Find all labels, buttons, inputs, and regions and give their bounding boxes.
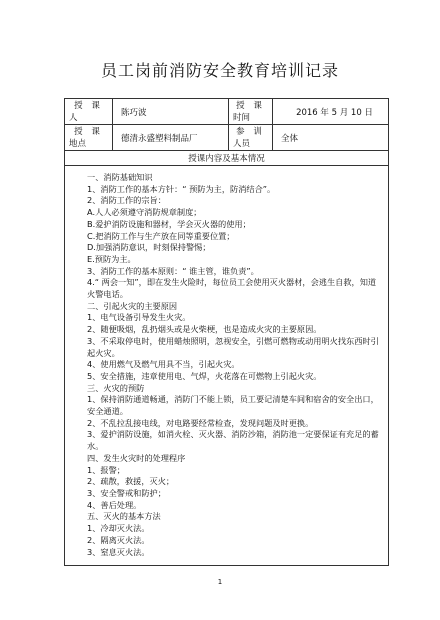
content-line: 3、不采取停电时，使用蜡烛照明，忽视安全，引燃可燃物或动用明火找东西时引起火灾。 xyxy=(87,335,379,358)
content-line: 2、随便吸烟，乱扔烟头或是火柴梗，也是造成火灾的主要原因。 xyxy=(87,324,322,335)
content-line: 3、窒息灭火法。 xyxy=(87,546,150,557)
content-line: E.预防为主。 xyxy=(87,253,136,264)
content-line: 4、善后处理。 xyxy=(87,499,142,510)
time-label-line-2: 时间 xyxy=(233,112,251,123)
page-title: 员工岗前消防安全教育培训记录 xyxy=(100,61,339,80)
content-line: B.爱护消防设施和器材，学会灭火器的使用； xyxy=(87,218,251,229)
participants-label-line-2: 人员 xyxy=(233,138,251,149)
content-line: 2、隔离灭火法。 xyxy=(87,534,150,545)
table-row xyxy=(65,166,389,566)
trainer-label-line-1: 授 课 xyxy=(74,100,103,111)
content-header: 授课内容及基本情况 xyxy=(65,151,389,166)
place-label-cell xyxy=(65,125,113,151)
time-label-line-1: 授 课 xyxy=(236,100,265,111)
participants-label-line-1: 参 训 xyxy=(236,126,265,137)
content-line: 3、爱护消防设施，如消火栓、灭火器、消防沙箱，消防池一定要保证有充足的蓄水。 xyxy=(87,429,379,452)
content-line: 1、报警； xyxy=(87,464,125,475)
time-label-cell xyxy=(229,99,273,125)
participants-value: 全体 xyxy=(273,125,389,151)
content-cell xyxy=(65,166,389,566)
content-line: A.人人必须遵守消防规章制度； xyxy=(87,207,202,218)
trainer-label-cell xyxy=(65,99,113,125)
participants-label-cell xyxy=(229,125,273,151)
place-value: 德清永盛塑料制品厂 xyxy=(113,125,229,151)
content-line: 2、疏散，救援，灭火； xyxy=(87,476,175,487)
content-line: 3、安全警戒和防护； xyxy=(87,487,166,498)
trainer-label-line-2: 人 xyxy=(69,112,78,123)
place-label-line-1: 授 课 xyxy=(74,126,103,137)
time-value: 2016 年 5 月 10 日 xyxy=(273,99,389,125)
trainer-value: 陈巧波 xyxy=(113,99,229,125)
content-line: 1、消防工作的基本方针：“ 预防为主，防消结合”。 xyxy=(87,183,276,194)
content-line: 1、保持消防通道畅通，消防门不能上锁，员工要记清楚车间和宿舍的安全出口，安全通道。 xyxy=(87,394,379,417)
content-line: 四、发生火灾时的处理程序 xyxy=(87,452,186,463)
table-row xyxy=(65,125,389,151)
content-line: 5、安全措施，违章使用电、气焊，火花落在可燃物上引起火灾。 xyxy=(87,370,322,381)
content-line: 五、灭火的基本方法 xyxy=(87,511,161,522)
content-line: 3、消防工作的基本原则：“ 谁主管，谁负责”。 xyxy=(87,265,259,276)
table-row xyxy=(65,151,389,166)
place-label-line-2: 地点 xyxy=(69,138,87,149)
content-line: D.加强消防意识，时刻保持警惕； xyxy=(87,242,211,253)
content-line: 4、使用燃气及燃气用具不当，引起火灾。 xyxy=(87,359,240,370)
content-line: 2、不乱拉乱接电线，对电路要经常检查，发现问题及时更换。 xyxy=(87,417,314,428)
content-line: 2、消防工作的宗旨： xyxy=(87,195,166,206)
content-line: C.把消防工作与生产放在同等重要位置； xyxy=(87,230,235,241)
content-line: 三、火灾的预防 xyxy=(87,382,145,393)
content-lines xyxy=(73,172,382,558)
content-line: 4.“ 两会一知”，即在发生火险时，每位员工会使用灭火器材，会逃生自救，知道火警电话。 xyxy=(87,277,377,300)
content-line: 一、消防基础知识 xyxy=(87,172,153,182)
page-number: 1 xyxy=(217,578,223,586)
content-line: 1、冷却灭火法。 xyxy=(87,523,150,534)
table-row xyxy=(65,99,389,125)
content-line: 二、引起火灾的主要原因 xyxy=(87,300,178,311)
content-line: 1、电气设备引导发生火灾。 xyxy=(87,312,191,323)
training-record-table xyxy=(64,98,389,566)
